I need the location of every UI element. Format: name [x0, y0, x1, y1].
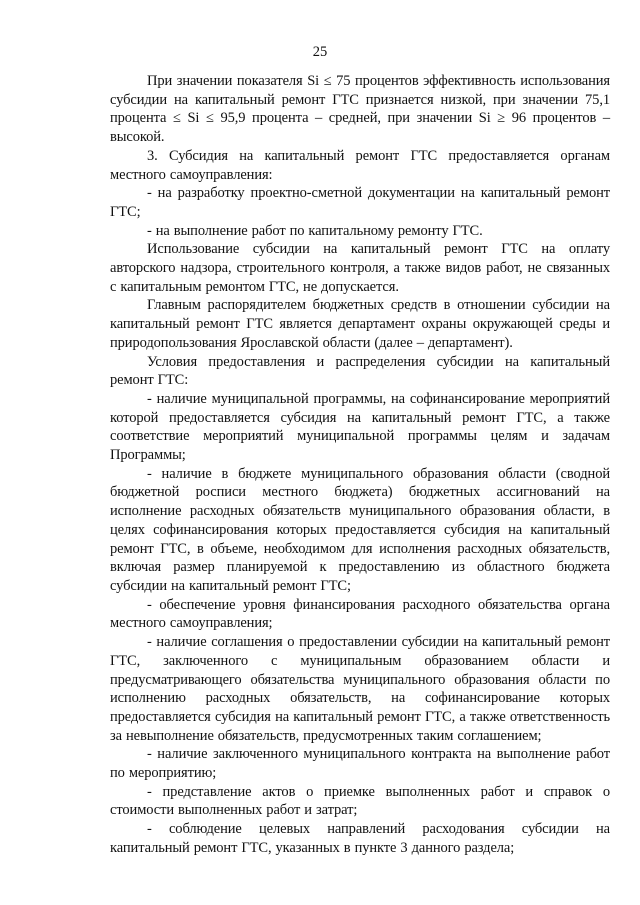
list-item-municipal-contract: - наличие заключенного муниципального контракта на выполнение работ по мероприятию;: [110, 746, 610, 782]
list-item-design-documentation: - на разработку проектно-сметной документации на капитальный ремонт ГТС;: [110, 185, 610, 220]
document-body: [110, 72, 610, 858]
paragraph-subsidy-recipients: 3. Субсидия на капитальный ремонт ГТС предоставляется органам местного самоуправления:: [110, 147, 610, 183]
page-number: 25: [312, 44, 328, 60]
paragraph-chief-administrator: Главным распорядителем бюджетных средств в отношении субсидии на капитальный ремонт ГТС является департамент охраны окружающей среды и природопользования Ярославской области (далее – департамент).: [110, 297, 610, 351]
list-item-acceptance-acts: - представление актов о приемке выполненных работ и справок о стоимости выполненных работ и затрат;: [110, 783, 610, 819]
list-item-municipal-program: - наличие муниципальной программы, на софинансирование мероприятий которой предоставляется субсидия на капитальный ремонт ГТС, а также соответствие мероприятий муниципальной программы целям и задачам Программы;: [110, 390, 610, 464]
paragraph-efficiency-levels: При значении показателя Si ≤ 75 процентов эффективность использования субсидии на капитальный ремонт ГТС признается низкой, при значении 75,1 процента ≤ Si ≤ 95,9 процента – средней, при значении Si ≥ 96 процентов – высокой.: [110, 73, 610, 146]
list-item-repair-works: - на выполнение работ по капитальному ремонту ГТС.: [147, 222, 483, 239]
list-item-budget-allocations: - наличие в бюджете муниципального образования области (сводной бюджетной росписи местного бюджета) бюджетных ассигнований на исполнение расходных обязательств муниципального образования области, в целях софинансирования которых предоставляется субсидия на капитальный ремонт ГТС, в объеме, необходимом для исполнения расходных обязательств, включая размер планируемой к предоставлению из областного бюджета субсидии на капитальный ремонт ГТС;: [110, 465, 610, 594]
list-item-financing-level: - обеспечение уровня финансирования расходного обязательства органа местного самоуправления;: [110, 596, 610, 632]
list-item-subsidy-agreement: - наличие соглашения о предоставлении субсидии на капитальный ремонт ГТС, заключенного с муниципальным образованием области и предусматривающего обязательства муниципального образования области по исполнению расходных обязательств, на софинансирование которых предоставляется субсидия на капитальный ремонт ГТС, а также ответственность за невыполнение обязательств, предусмотренных таким соглашением;: [110, 634, 610, 744]
paragraph-usage-restriction: Использование субсидии на капитальный ремонт ГТС на оплату авторского надзора, строительного контроля, а также видов работ, не связанных с капитальным ремонтом ГТС, не допускается.: [110, 241, 610, 295]
list-item-target-spending: - соблюдение целевых направлений расходования субсидии на капитальный ремонт ГТС, указанных в пункте 3 данного раздела;: [110, 821, 610, 856]
paragraph-conditions-heading: Условия предоставления и распределения субсидии на капитальный ремонт ГТС:: [110, 353, 610, 389]
